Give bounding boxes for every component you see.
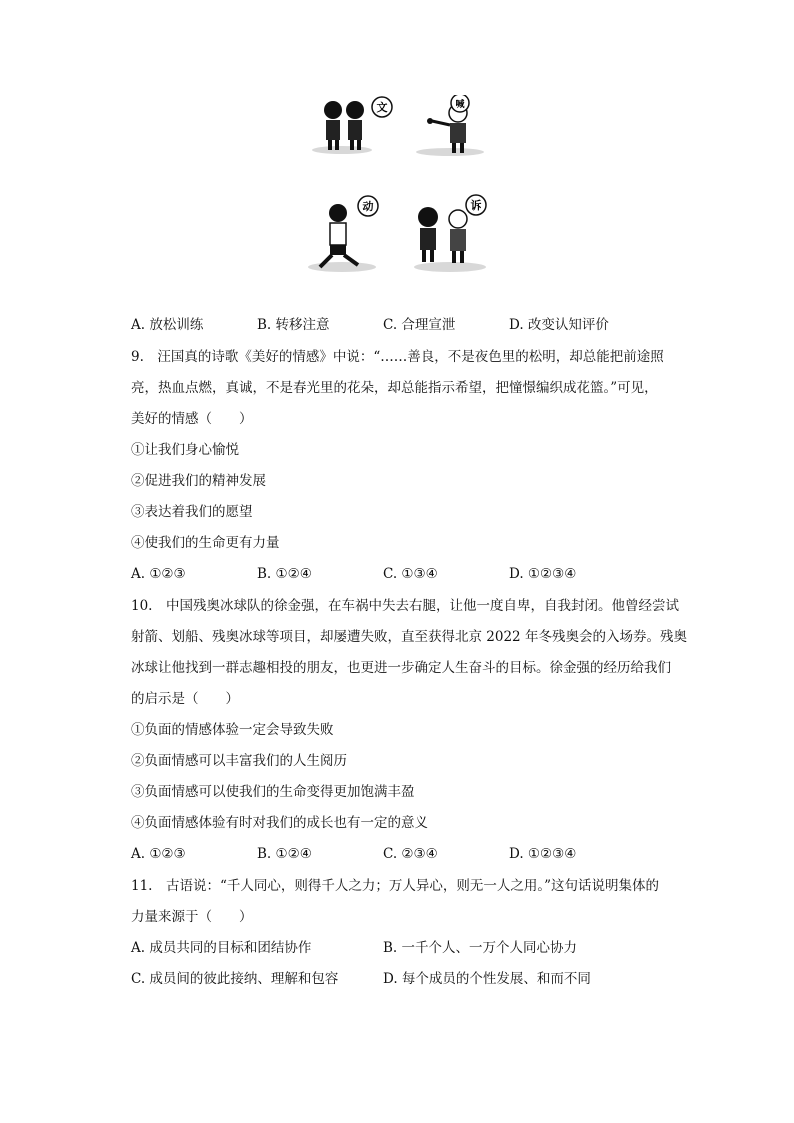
q10-option-a[interactable]: A. ①②③	[131, 846, 186, 862]
q11-option-a[interactable]: A. 成员共同的目标和团结协作	[131, 940, 312, 956]
q8-option-d[interactable]: D. 改变认知评价	[509, 317, 609, 333]
q9-stem-line-2: 亮，热血点燃，真诚，不是春光里的花朵，却总能指示希望，把憧憬编织成花篮。”可见，	[131, 380, 658, 396]
q8-option-a[interactable]: A. 放松训练	[131, 317, 204, 333]
q9-stem-line-3: 美好的情感（ ）	[131, 411, 253, 427]
q10-option-b[interactable]: B. ①②④	[257, 846, 312, 862]
bubble-text-4: 诉	[470, 199, 482, 212]
q10-statement-2: ②负面情感可以丰富我们的人生阅历	[131, 753, 347, 769]
cartoon-figures-image	[300, 95, 510, 280]
q10-statement-3: ③负面情感可以使我们的生命变得更加饱满丰盈	[131, 784, 415, 800]
q8-option-b[interactable]: B. 转移注意	[257, 317, 330, 333]
q11-option-b[interactable]: B. 一千个人、一万个人同心协力	[383, 940, 578, 956]
q11-option-c[interactable]: C. 成员间的彼此接纳、理解和包容	[131, 971, 339, 987]
q9-option-d[interactable]: D. ①②③④	[509, 566, 577, 582]
q9-statement-2: ②促进我们的精神发展	[131, 473, 266, 489]
q9-statement-3: ③表达着我们的愿望	[131, 504, 253, 520]
q9-option-b[interactable]: B. ①②④	[257, 566, 312, 582]
q10-stem-line-1: 10. 中国残奥冰球队的徐金强，在车祸中失去右腿，让他一度自卑，自我封闭。他曾经尝试	[131, 598, 679, 614]
q10-option-c[interactable]: C. ②③④	[383, 846, 438, 862]
q10-stem-line-4: 的启示是（ ）	[131, 691, 239, 707]
q11-stem-line-1: 11. 古语说：“千人同心，则得千人之力；万人异心，则无一人之用。”这句话说明集体的	[131, 878, 660, 894]
q11-option-d[interactable]: D. 每个成员的个性发展、和而不同	[383, 971, 591, 987]
question-illustration	[300, 95, 510, 280]
q8-option-c[interactable]: C. 合理宣泄	[383, 317, 456, 333]
q9-option-c[interactable]: C. ①③④	[383, 566, 438, 582]
bubble-text-2: 喊	[455, 100, 465, 110]
q10-stem-line-2: 射箭、划船、残奥冰球等项目，却屡遭失败，直至获得北京 2022 年冬残奥会的入场券。残奥	[131, 629, 687, 645]
q10-statement-1: ①负面的情感体验一定会导致失败	[131, 722, 334, 738]
q10-option-d[interactable]: D. ①②③④	[509, 846, 577, 862]
q9-statement-4: ④使我们的生命更有力量	[131, 535, 280, 551]
q11-stem-line-2: 力量来源于（ ）	[131, 909, 253, 925]
q10-stem-line-3: 冰球让他找到一群志趣相投的朋友，也更进一步确定人生奋斗的目标。徐金强的经历给我们	[131, 660, 671, 676]
q9-stem-line-1: 9. 汪国真的诗歌《美好的情感》中说：“……善良，不是夜色里的松明，却总能把前途照	[131, 349, 664, 365]
q10-statement-4: ④负面情感体验有时对我们的成长也有一定的意义	[131, 815, 428, 831]
q9-statement-1: ①让我们身心愉悦	[131, 442, 239, 458]
q9-option-a[interactable]: A. ①②③	[131, 566, 186, 582]
bubble-text-3: 动	[362, 200, 374, 213]
bubble-text-1: 文	[376, 101, 388, 114]
